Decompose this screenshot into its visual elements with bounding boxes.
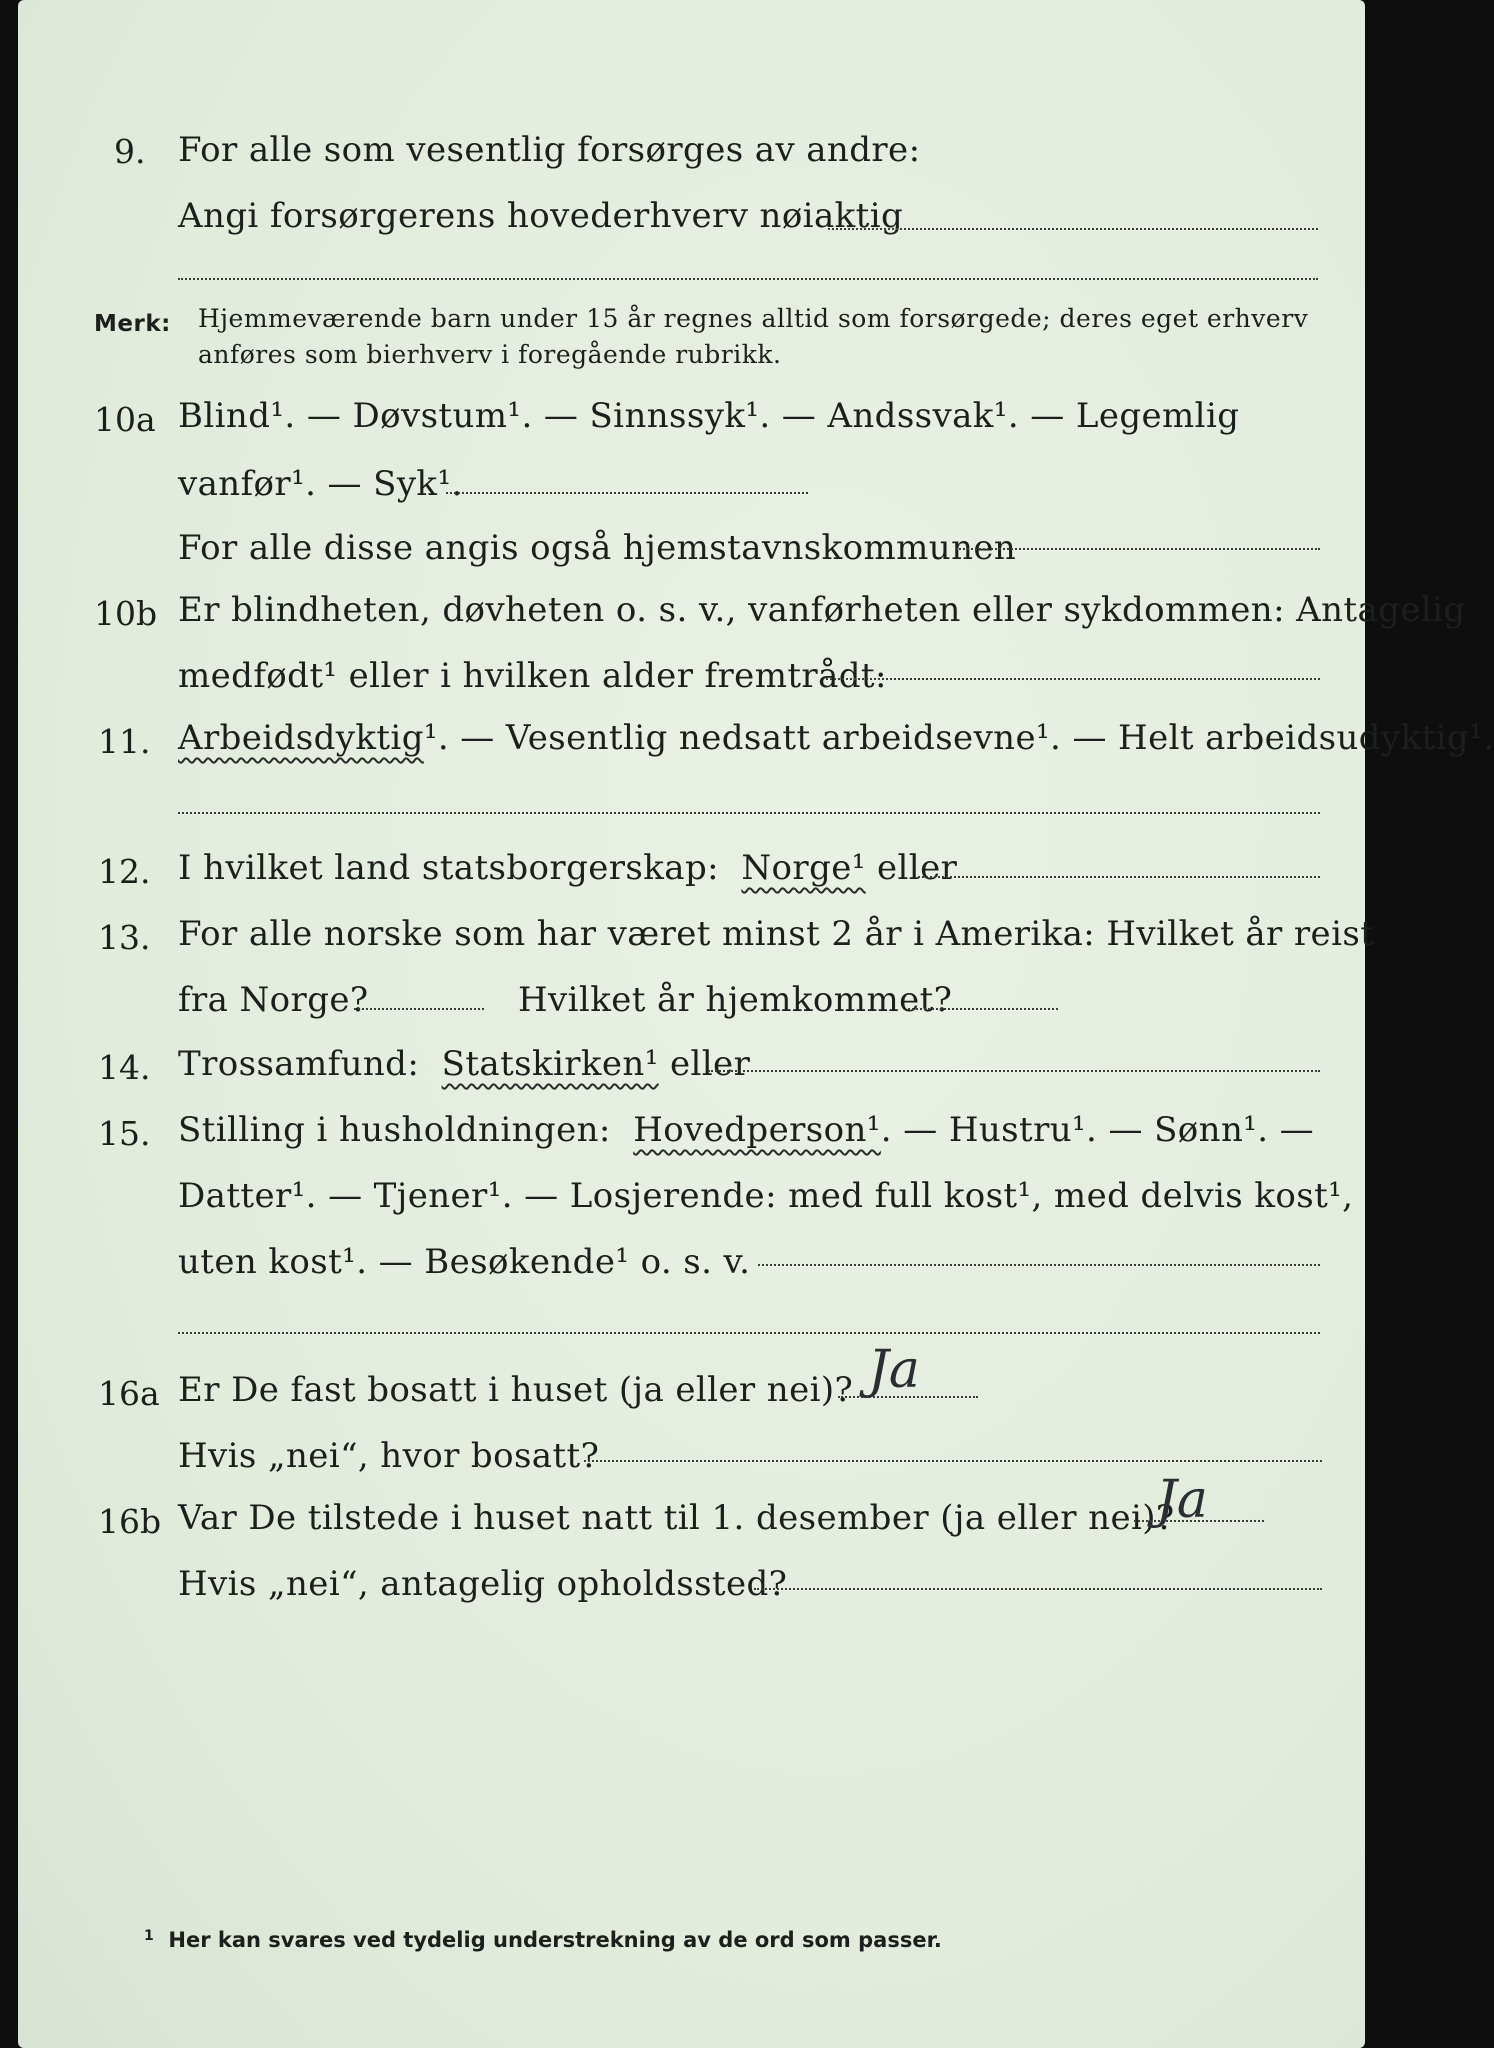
question-15-line2: Datter¹. — Tjener¹. — Losjerende: med full kost¹, med delvis kost¹,: [178, 1176, 1354, 1216]
question-16a-line1: Er De fast bosatt i huset (ja eller nei)?: [178, 1370, 854, 1410]
question-9-line1: For alle som vesentlig forsørges av andre:: [178, 130, 921, 170]
question-16b-line1: Var De tilstede i huset natt til 1. desember (ja eller nei)?: [178, 1498, 1175, 1538]
question-10a-line2: vanfør¹. — Syk¹.: [178, 464, 463, 504]
question-14-number: 14.: [98, 1048, 151, 1087]
question-12-number: 12.: [98, 852, 151, 891]
question-10b-line2: medfødt¹ eller i hvilken alder fremtrådt:: [178, 656, 887, 696]
question-15-answer-line-2: [178, 1332, 1320, 1334]
question-16a-bosatt-line: [584, 1460, 1322, 1462]
question-15-line1: Stilling i husholdningen: Hovedperson¹. — Hustru¹. — Sønn¹. —: [178, 1110, 1315, 1150]
question-13-line1: For alle norske som har været minst 2 år i Amerika: Hvilket år reist: [178, 914, 1375, 954]
question-15-number: 15.: [98, 1114, 151, 1153]
question-11-number: 11.: [98, 722, 151, 761]
question-14-line: Trossamfund: Statskirken¹ eller: [178, 1044, 751, 1084]
question-10b-line1: Er blindheten, døvheten o. s. v., vanførheten eller sykdommen: Antagelig: [178, 590, 1466, 630]
question-9-line2: Angi forsørgerens hovederhverv nøiaktig: [178, 196, 904, 236]
question-14-answer-line: [708, 1070, 1320, 1072]
merk-line2: anføres som bierhverv i foregående rubrikk.: [198, 340, 782, 369]
question-16a-handwritten-answer: Ja: [868, 1340, 920, 1400]
question-10a-number: 10a: [94, 400, 156, 439]
question-10a-hometown-line: [956, 548, 1320, 550]
question-13-part1: fra Norge?: [178, 980, 369, 1020]
question-13-part2: Hvilket år hjemkommet?: [518, 980, 953, 1020]
question-13-reist-line: [354, 1008, 484, 1010]
question-16b-opholdssted-line: [754, 1588, 1322, 1590]
question-16a-line2: Hvis „nei“, hvor bosatt?: [178, 1436, 600, 1476]
question-11-answer-line: [178, 812, 1320, 814]
question-10a-answer-line: [446, 492, 808, 494]
question-13-number: 13.: [98, 918, 151, 957]
question-15-answer-line: [758, 1264, 1320, 1266]
footnote: $^1$ Her kan svares ved tydelig understrekning av de ord som passer.: [144, 1928, 942, 1952]
question-13-hjemkommet-line: [908, 1008, 1058, 1010]
statskirken-underlined: Statskirken¹: [441, 1044, 659, 1084]
arbeidsdyktig-underlined: Arbeidsdyktig: [178, 718, 424, 758]
question-9-answer-line: [828, 228, 1318, 230]
question-10a-line1: Blind¹. — Døvstum¹. — Sinnssyk¹. — Andssvak¹. — Legemlig: [178, 396, 1240, 436]
question-16b-line2: Hvis „nei“, antagelig opholdssted?: [178, 1564, 788, 1604]
question-9-number: 9.: [114, 132, 146, 171]
question-16b-handwritten-answer: Ja: [1156, 1470, 1208, 1530]
question-12-line: I hvilket land statsborgerskap: Norge¹ eller: [178, 848, 958, 888]
norge-underlined: Norge¹: [741, 848, 866, 888]
question-9-answer-line-2: [178, 278, 1318, 280]
question-16b-number: 16b: [98, 1502, 162, 1541]
question-10a-line3: For alle disse angis også hjemstavnskommunen: [178, 528, 1017, 568]
question-15-line3: uten kost¹. — Besøkende¹ o. s. v.: [178, 1242, 751, 1282]
question-10b-answer-line: [826, 678, 1320, 680]
question-16a-number: 16a: [98, 1374, 160, 1413]
question-10b-number: 10b: [94, 594, 158, 633]
question-12-answer-line: [918, 876, 1320, 878]
question-11-line: Arbeidsdyktig¹. — Vesentlig nedsatt arbeidsevne¹. — Helt arbeidsudyktig¹.: [178, 718, 1494, 758]
hovedperson-underlined: Hovedperson¹: [633, 1110, 881, 1150]
merk-label: Merk:: [94, 311, 171, 337]
merk-line1: Hjemmeværende barn under 15 år regnes alltid som forsørgede; deres eget erhverv: [198, 304, 1309, 333]
census-form-page: [18, 0, 1494, 2048]
